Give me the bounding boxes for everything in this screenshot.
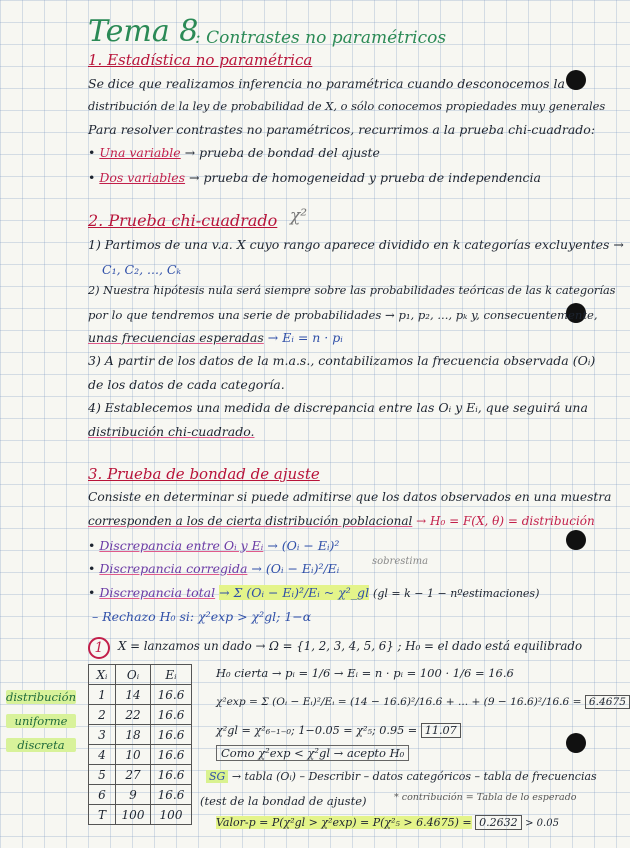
binder-hole [566,530,586,550]
header-cell: Xᵢ [89,665,116,685]
sg-steps: → tabla (Oᵢ) – Describir – datos categóricos – tabla de frecuencias [231,770,597,783]
s2-p2a: 2) Nuestra hipótesis nula será siempre sobre las probabilidades teóricas de las k categorías [88,284,616,297]
sg-label: SG [206,770,228,783]
s2-p3a: 3) A partir de los datos de la m.a.s., contabilizamos la frecuencia observada (Oᵢ) [88,353,596,368]
table-cell: 16.6 [151,745,192,765]
h0-true-line: H₀ cierta → pᵢ = 1/6 → Eᵢ = n · pᵢ = 100 · 1/6 = 16.6 [216,666,514,680]
expected-formula: → Eᵢ = n · pᵢ [267,330,343,345]
bullet1-term: Una variable [99,145,181,160]
expected-frequencies-term: unas frecuencias esperadas [88,330,264,345]
total-discrepancy-formula: → Σ (Oᵢ − Eᵢ)²/Eᵢ ~ χ²_gl [219,585,370,600]
table-cell: 100 [116,805,151,825]
bullet2-term: Dos variables [99,170,186,185]
header-cell: Eᵢ [151,665,192,685]
chi-gl-formula: χ²gl = χ²₆₋₁₋₀; 1−0.05 = χ²₅; 0.95 = [216,724,418,737]
table-cell: 27 [116,765,151,785]
section-2-heading: 2. Prueba chi-cuadrado [88,211,278,230]
table-row [89,765,192,785]
s3-line2 [88,514,595,528]
table-row [89,705,192,725]
conclusion-text: Como χ²exp < χ²gl → acepto H₀ [216,745,409,761]
s1-line2: distribución de la ley de probabilidad de X, o sólo conocemos propiedades muy generales [88,99,606,113]
s3-line1: Consiste en determinar si puede admitirse que los datos observados en una muestra [88,490,612,504]
pvalue-formula: Valor-p = P(χ²gl > χ²exp) = P(χ²₅ > 6.4675) = [216,816,472,829]
s2-p4b: distribución chi-cuadrado. [88,424,255,439]
table-cell: 16.6 [151,705,192,725]
section-3-heading: 3. Prueba de bondad de ajuste [88,465,320,483]
discrepancy-formula: → (Oᵢ − Eᵢ)² [267,538,340,553]
discrepancy-term: Discrepancia entre Oᵢ y Eᵢ [99,538,264,553]
table-cell: 6 [89,785,116,805]
table-cell: 14 [116,685,151,705]
header-cell: Oᵢ [116,665,151,685]
section-1-heading: 1. Estadística no paramétrica [88,51,313,69]
chi-exp-result: 6.4675 [585,695,630,709]
table-cell: 3 [89,725,116,745]
s3-bullet2: • Discrepancia corregida → (Oᵢ − Eᵢ)²/Eᵢ [88,561,340,576]
bullet1-rest: → prueba de bondad del ajuste [180,145,380,160]
table-cell: 2 [89,705,116,725]
chi-gl-line [216,724,461,737]
table-row [89,785,192,805]
s1-bullet2: • Dos variables → prueba de homogeneidad y prueba de independencia [88,170,541,185]
total-discrepancy-term: Discrepancia total [99,585,216,600]
s2-p2-line3 [88,330,343,345]
tag-uniform: uniforme [6,714,76,728]
table-cell: 1 [89,685,116,705]
tag-discrete: discreta [6,738,76,752]
page-subtitle: : Contrastes no paramétricos [195,28,447,48]
page-title: Tema 8 [88,14,199,49]
table-cell: 16.6 [151,725,192,745]
table-cell: 16.6 [151,785,192,805]
s3-line2-text: corresponden a los de cierta distribución poblacional [88,514,413,528]
s1-bullet1: • Una variable → prueba de bondad del ajuste [88,145,380,160]
table-cell: 4 [89,745,116,765]
s3-bullet3: • Discrepancia total → Σ (Oᵢ − Eᵢ)²/Eᵢ ~ χ²_gl (gl = k − 1 − nºestimaciones) [88,585,540,600]
s2-p1b: C₁, C₂, ..., Cₖ [102,262,182,277]
table-row [89,725,192,745]
s2-p3b: de los datos de cada categoría. [88,377,285,392]
binder-hole [566,70,586,90]
table-cell: 100 [151,805,192,825]
rejection-rule: – Rechazo H₀ si: χ²exp > χ²gl; 1−α [92,609,312,624]
s2-p1a: 1) Partimos de una v.a. X cuyo rango aparece dividido en k categorías excluyentes → [88,237,624,252]
s3-bullet1: • Discrepancia entre Oᵢ y Eᵢ → (Oᵢ − Eᵢ)² [88,538,340,553]
sg-line [206,770,597,783]
s1-line3: Para resolver contrastes no paramétricos, recurrimos a la prueba chi-cuadrado: [88,122,596,137]
s1-line1: Se dice que realizamos inferencia no paramétrica cuando desconocemos la [88,76,565,91]
corrected-discrepancy-term: Discrepancia corregida [99,561,248,576]
bullet2-rest: → prueba de homogeneidad y prueba de independencia [185,170,541,185]
table-header-row [89,665,192,685]
chi-gl-result: 11.07 [421,723,461,738]
frequency-table [88,664,192,825]
table-cell: 5 [89,765,116,785]
table-cell: 22 [116,705,151,725]
conclusion [216,746,409,760]
table-cell: T [89,805,116,825]
tag-distribution: distribución [6,690,76,704]
example-statement: X = lanzamos un dado → Ω = {1, 2, 3, 4, 5, 6} ; H₀ = el dado está equilibrado [118,639,583,653]
table-cell: 18 [116,725,151,745]
sg-test-line: (test de la bondad de ajuste) [200,794,367,808]
corrected-discrepancy-formula: → (Oᵢ − Eᵢ)²/Eᵢ [251,561,340,576]
example-number: 1 [88,637,110,659]
binder-hole [566,733,586,753]
table-cell: 16.6 [151,685,192,705]
s2-p2b: por lo que tendremos una serie de probabilidades → p₁, p₂, ..., pₖ y, consecuentemente, [88,308,598,322]
pvalue-tail: > 0.05 [525,818,559,829]
pvalue-result: 0.2632 [475,815,522,830]
sg-note: * contribución = Tabla de lo esperado [394,792,577,803]
chi-exp-formula: χ²exp = Σ (Oᵢ − Eᵢ)²/Eᵢ = (14 − 16.6)²/16.6 + ... + (9 − 16.6)²/16.6 = [216,696,582,708]
degrees-of-freedom: (gl = k − 1 − nºestimaciones) [373,587,540,600]
s2-p4a: 4) Establecemos una medida de discrepancia entre las Oᵢ y Eᵢ, que seguirá una [88,400,588,415]
h0-distribution: → H₀ = F(X, θ) = distribución [416,514,595,528]
chi-exp-line [216,696,630,708]
table-cell: 16.6 [151,765,192,785]
table-cell: 10 [116,745,151,765]
table-row [89,685,192,705]
table-total-row [89,805,192,825]
table-row [89,745,192,765]
table-cell: 9 [116,785,151,805]
pvalue-line [216,816,559,829]
margin-note: sobrestima [372,556,429,567]
chi-symbol: χ² [290,206,308,226]
